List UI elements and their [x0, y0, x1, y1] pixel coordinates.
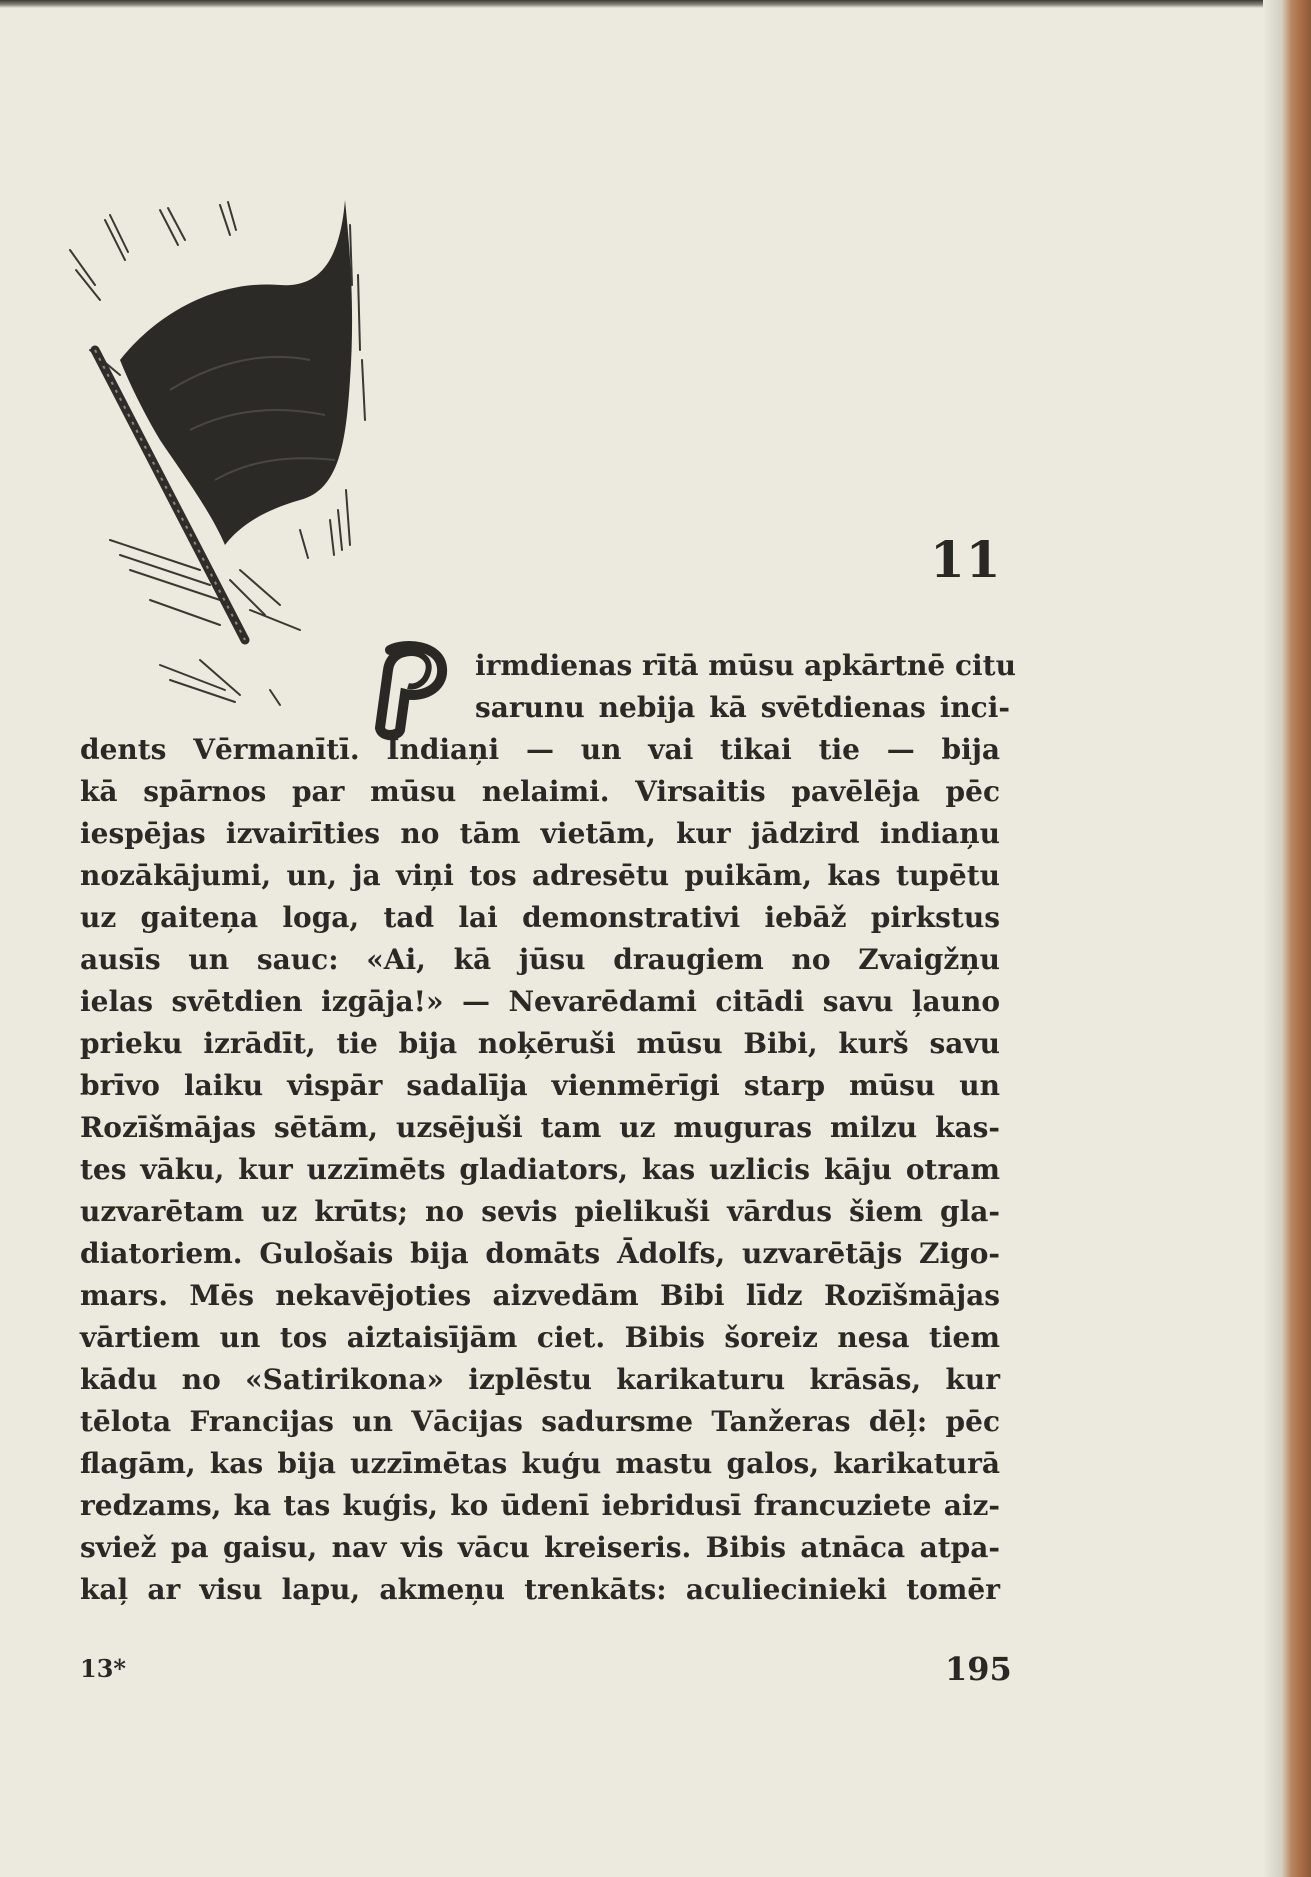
dropcap-p-icon	[370, 640, 450, 740]
body-line: kaļ ar visu lapu, akmeņu trenkāts: aculiecinieki tomēr	[80, 1573, 1000, 1606]
body-line: nozākājumi, un, ja viņi tos adresētu puikām, kas tupētu	[80, 859, 1000, 892]
body-line: vārtiem un tos aiztaisījām ciet. Bibis šoreiz nesa tiem	[80, 1321, 1000, 1354]
body-line: flagām, kas bija uzzīmētas kuģu mastu galos, karikaturā	[80, 1447, 1000, 1480]
page-gutter-shadow	[1263, 0, 1281, 1877]
body-line: tes vāku, kur uzzīmēts gladiators, kas uzlicis kāju otram	[80, 1153, 1000, 1186]
body-line: kā spārnos par mūsu nelaimi. Virsaitis pavēlēja pēc	[80, 775, 1000, 808]
body-line: sarunu nebija kā svētdienas inci-	[475, 691, 1010, 724]
page-number: 195	[945, 1650, 1012, 1688]
body-line: irmdienas rītā mūsu apkārtnē citu	[475, 649, 1016, 682]
body-line: Rozīšmājas sētām, uzsējuši tam uz muguras milzu kas-	[80, 1111, 1000, 1144]
body-line: redzams, ka tas kuģis, ko ūdenī iebridusī francuziete aiz-	[80, 1489, 1000, 1522]
body-line: tēlota Francijas un Vācijas sadursme Tanžeras dēļ: pēc	[80, 1405, 1000, 1438]
body-line: ausīs un sauc: «Ai, kā jūsu draugiem no Zvaigžņu	[80, 943, 1000, 976]
chapter-number: 11	[930, 530, 1002, 589]
body-line: iespējas izvairīties no tām vietām, kur jādzird indiaņu	[80, 817, 1000, 850]
page-top-edge	[0, 0, 1311, 8]
body-line: kādu no «Satirikona» izplēstu karikaturu krāsās, kur	[80, 1363, 1000, 1396]
body-line: uzvarētam uz krūts; no sevis pielikuši vārdus šiem gla-	[80, 1195, 1000, 1228]
body-line: diatoriem. Gulošais bija domāts Ādolfs, uzvarētājs Zigo-	[80, 1237, 1000, 1270]
body-line: ielas svētdien izgāja!» — Nevarēdami citādi savu ļauno	[80, 985, 1000, 1018]
body-line: brīvo laiku vispār sadalīja vienmērīgi starp mūsu un	[80, 1069, 1000, 1102]
body-line: uz gaiteņa loga, tad lai demonstrativi iebāž pirkstus	[80, 901, 1000, 934]
body-line: prieku izrādīt, tie bija noķēruši mūsu Bibi, kurš savu	[80, 1027, 1000, 1060]
body-line: sviež pa gaisu, nav vis vācu kreiseris. Bibis atnāca atpa-	[80, 1531, 1000, 1564]
book-edge	[1281, 0, 1311, 1877]
body-line: mars. Mēs nekavējoties aizvedām Bibi līdz Rozīšmājas	[80, 1279, 1000, 1312]
signature-mark: 13*	[80, 1654, 126, 1683]
body-line: dents Vērmanītī. Indiaņi — un vai tikai tie — bija	[80, 733, 1000, 766]
